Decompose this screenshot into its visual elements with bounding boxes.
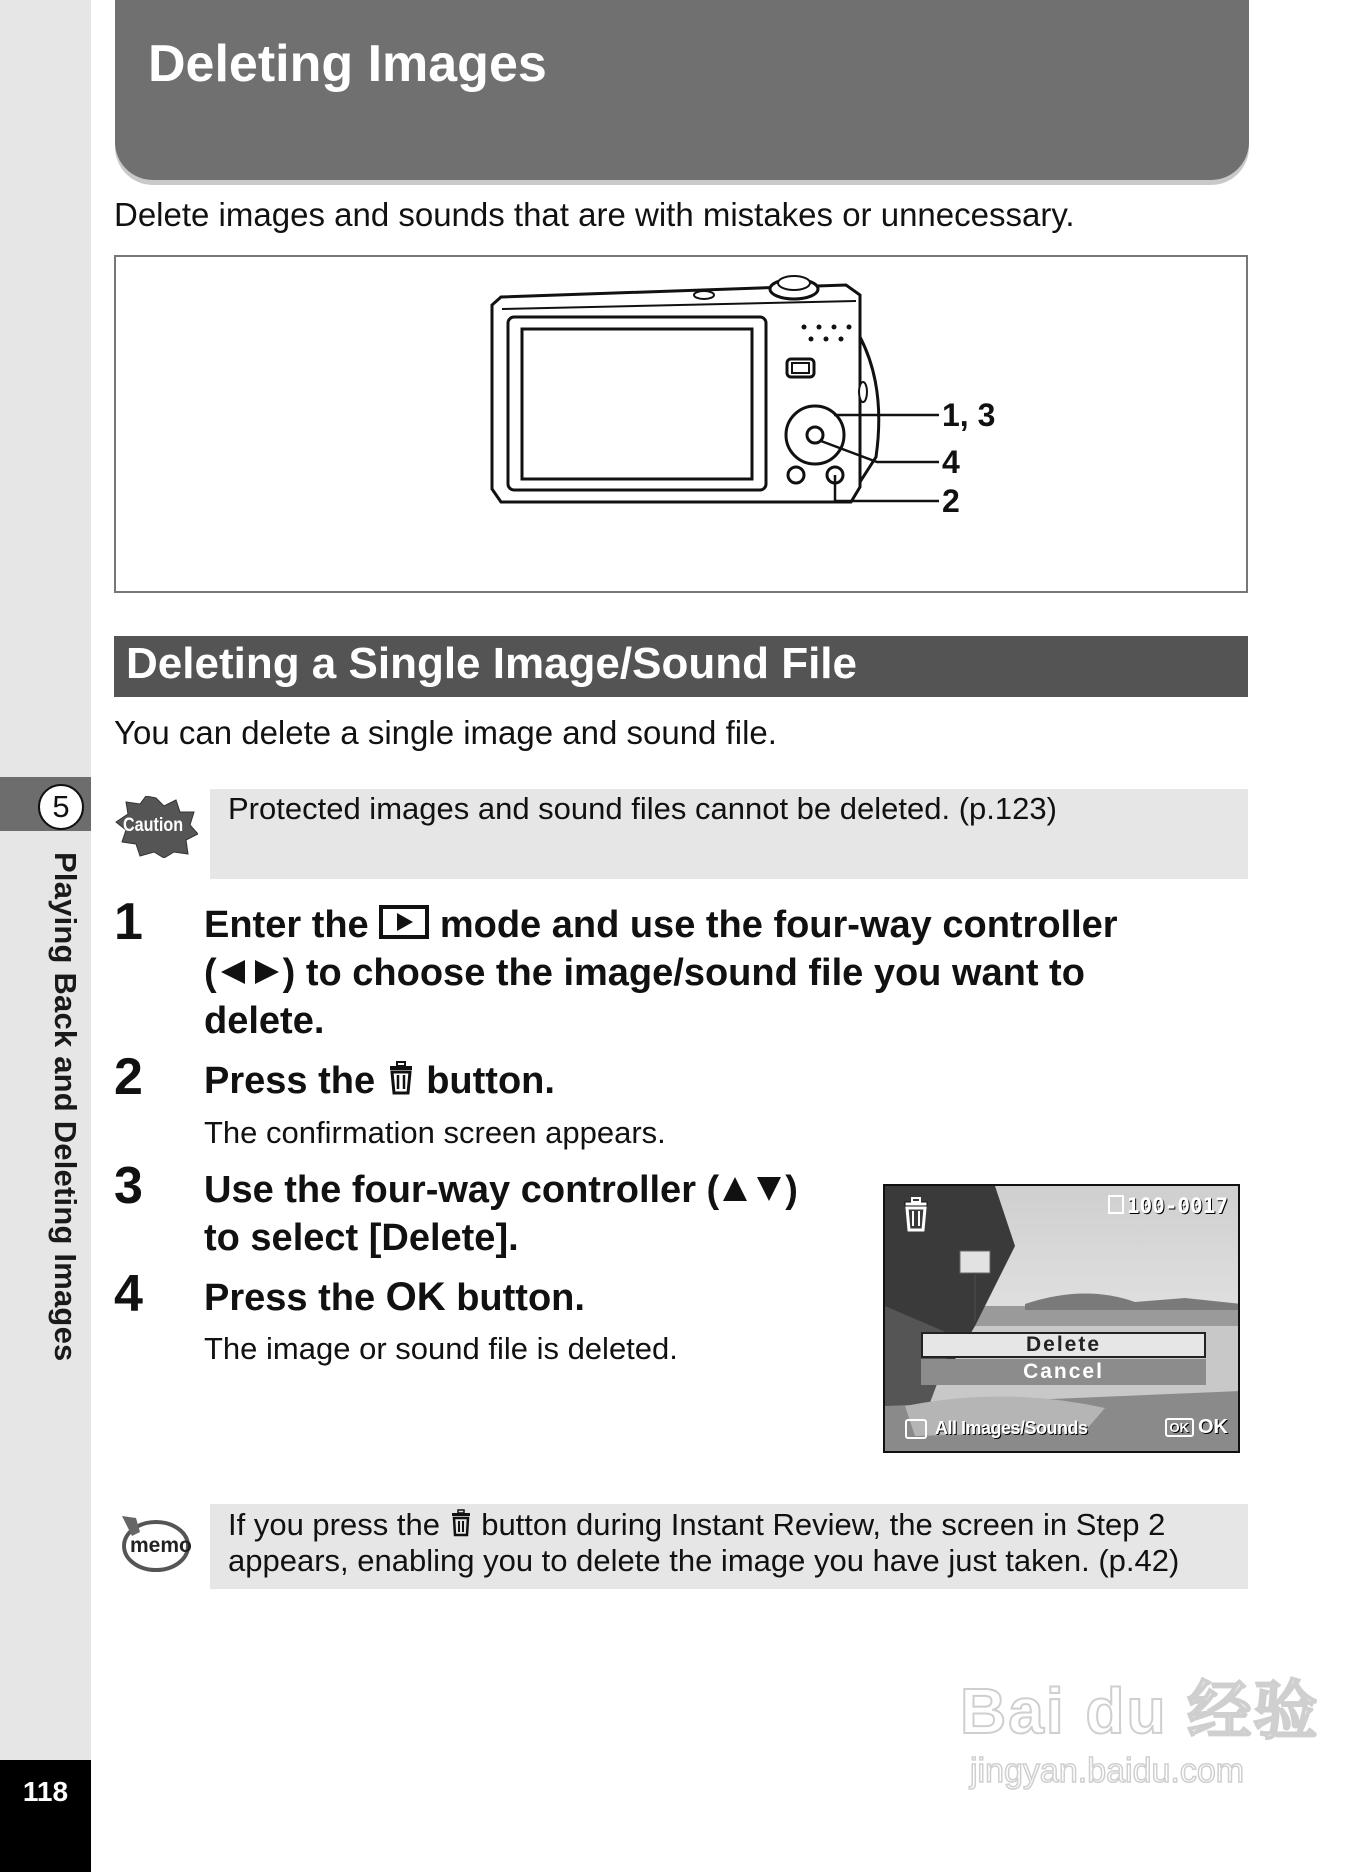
step-4-text-b: button. (456, 1277, 585, 1319)
caution-icon (114, 796, 198, 858)
memo-icon (114, 1510, 190, 1574)
step-4-line-1 (204, 1273, 585, 1322)
memo-trash-icon (449, 1509, 473, 1545)
intro-text: Delete images and sounds that are with mistakes or unnecessary. (114, 196, 1075, 233)
memo-text-a: If you press the (228, 1507, 440, 1542)
step-1-text-a: Enter the (204, 904, 369, 946)
callout-step-4: 4 (942, 444, 960, 480)
step-1-text-b: mode and use the four-way controller (439, 904, 1118, 946)
section-title: Deleting a Single Image/Sound File (126, 639, 858, 688)
section-intro: You can delete a single image and sound file. (114, 714, 777, 751)
step-3-line-1 (204, 1166, 798, 1216)
trash-icon (386, 1059, 416, 1107)
step-1-number: 1 (114, 893, 143, 951)
step-2-text-a: Press the (204, 1060, 376, 1102)
step-2-line-1 (204, 1057, 555, 1107)
beach-photo (885, 1186, 1240, 1453)
step-1-line-1 (204, 901, 1118, 951)
baidu-watermark-url: jingyan.baidu.com (970, 1752, 1245, 1790)
memo-line-1 (228, 1507, 1165, 1545)
lcd-file-number-text: 100-0017 (1126, 1194, 1228, 1218)
step-2-text-b: button. (426, 1060, 555, 1102)
camera-figure (114, 255, 1248, 593)
lcd-menu-delete: Delete (921, 1332, 1206, 1358)
step-3-text-a: Use the four-way controller ( (204, 1169, 720, 1211)
left-right-arrows-icon (217, 951, 283, 999)
baidu-watermark (960, 1660, 1319, 1791)
chapter-title: Playing Back and Deleting Images (48, 852, 83, 1362)
step-1-line-3: delete. (204, 1000, 325, 1042)
callout-step-2: 2 (942, 483, 960, 519)
memo-text-b: button during Instant Review, the screen in Step 2 (481, 1507, 1166, 1542)
chapter-number: 5 (38, 784, 84, 830)
step-1-text-c: ) to choose the image/sound file you want to (282, 952, 1085, 994)
step-4-text-a: Press the (204, 1277, 376, 1319)
step-2-number: 2 (114, 1048, 143, 1106)
step-3-number: 3 (114, 1157, 143, 1215)
callout-steps-1-3: 1, 3 (942, 397, 996, 433)
step-2-sub: The confirmation screen appears. (204, 1115, 666, 1150)
step-3-text-b: ) (785, 1169, 798, 1211)
lcd-ok-label (1165, 1416, 1229, 1439)
step-3-line-2: to select [Delete]. (204, 1217, 519, 1259)
memo-badge-label: memo (130, 1534, 192, 1557)
step-4-number: 4 (114, 1265, 143, 1323)
ok-button-label: OK (385, 1275, 446, 1319)
lcd-ok-chip: OK (1165, 1418, 1195, 1437)
memory-card-icon (1108, 1195, 1124, 1214)
step-1-line-2 (204, 949, 1085, 999)
memo-line-2: appears, enabling you to delete the image you have just taken. (p.42) (228, 1543, 1180, 1578)
step-1-paren-open: ( (204, 952, 217, 994)
lcd-ok-text: OK (1198, 1416, 1228, 1438)
camera-back-illustration (116, 257, 1250, 595)
caution-text: Protected images and sound files cannot be deleted. (p.123) (228, 791, 1057, 826)
page-number: 118 (22, 1776, 69, 1807)
baidu-watermark-brand: Bai du 经验 (960, 1675, 1320, 1747)
up-down-arrows-icon (719, 1168, 785, 1216)
lcd-menu-cancel: Cancel (921, 1359, 1206, 1385)
page-title: Deleting Images (148, 35, 547, 93)
step-4-sub: The image or sound file is deleted. (204, 1331, 678, 1366)
lcd-small-trash-icon (905, 1419, 927, 1439)
lcd-confirmation-screen (883, 1184, 1240, 1453)
caution-badge-label: Caution (123, 815, 184, 836)
playback-icon (379, 903, 429, 951)
lcd-all-images-label: All Images/Sounds (935, 1418, 1088, 1438)
lcd-file-number (1108, 1194, 1228, 1218)
